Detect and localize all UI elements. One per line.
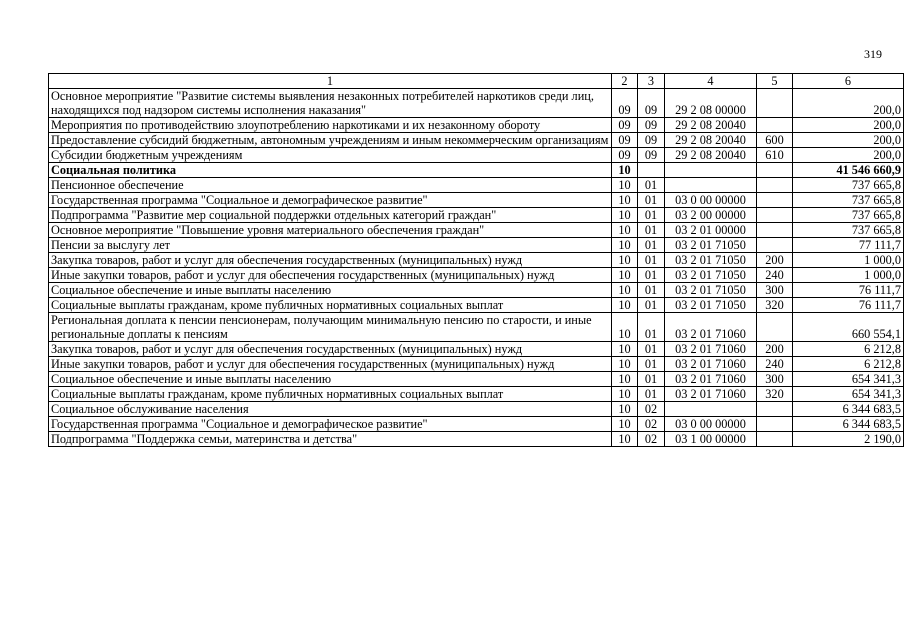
cell-expense-type: 320: [757, 387, 793, 402]
table-row: [49, 89, 904, 118]
table-row: [49, 238, 904, 253]
cell-expense-type: 300: [757, 283, 793, 298]
table-row: [49, 432, 904, 447]
cell-subsection: 01: [638, 283, 665, 298]
cell-expense-type: 240: [757, 268, 793, 283]
cell-expense-type: [757, 402, 793, 417]
cell-target-article: 03 2 01 71060: [665, 342, 757, 357]
cell-name: Основное мероприятие "Развитие системы выявления незаконных потребителей наркотиков среди лиц, находящихся под надзором системы исполнения наказания": [49, 89, 612, 118]
cell-expense-type: 200: [757, 342, 793, 357]
cell-section: 09: [612, 89, 638, 118]
header-col-5: 5: [757, 74, 793, 89]
cell-amount: 2 190,0: [793, 432, 904, 447]
cell-section: 10: [612, 342, 638, 357]
cell-subsection: 01: [638, 298, 665, 313]
page-number: 319: [864, 47, 882, 61]
table-row: [49, 357, 904, 372]
cell-name: Государственная программа "Социальное и демографическое развитие": [49, 417, 612, 432]
cell-section: 10: [612, 163, 638, 178]
cell-expense-type: [757, 178, 793, 193]
cell-target-article: 03 0 00 00000: [665, 417, 757, 432]
cell-section: 10: [612, 432, 638, 447]
cell-expense-type: 240: [757, 357, 793, 372]
table-row: [49, 372, 904, 387]
cell-target-article: 03 2 01 71050: [665, 238, 757, 253]
cell-amount: 76 111,7: [793, 298, 904, 313]
table-row: [49, 417, 904, 432]
cell-amount: 77 111,7: [793, 238, 904, 253]
cell-amount: 654 341,3: [793, 372, 904, 387]
table-row: [49, 163, 904, 178]
cell-name: Предоставление субсидий бюджетным, автономным учреждениям и иным некоммерческим организациям: [49, 133, 612, 148]
cell-subsection: [638, 163, 665, 178]
cell-subsection: 01: [638, 387, 665, 402]
cell-amount: 737 665,8: [793, 193, 904, 208]
cell-subsection: 09: [638, 118, 665, 133]
table-row: [49, 342, 904, 357]
cell-name: Социальные выплаты гражданам, кроме публичных нормативных социальных выплат: [49, 387, 612, 402]
cell-expense-type: [757, 163, 793, 178]
cell-target-article: 03 2 01 71060: [665, 313, 757, 342]
cell-subsection: 01: [638, 253, 665, 268]
cell-amount: 6 344 683,5: [793, 402, 904, 417]
cell-amount: 660 554,1: [793, 313, 904, 342]
cell-target-article: 03 2 01 71050: [665, 298, 757, 313]
cell-name: Закупка товаров, работ и услуг для обеспечения государственных (муниципальных) нужд: [49, 342, 612, 357]
table-row: [49, 387, 904, 402]
cell-section: 09: [612, 133, 638, 148]
header-col-4: 4: [665, 74, 757, 89]
cell-target-article: 03 2 00 00000: [665, 208, 757, 223]
cell-target-article: 03 2 01 71050: [665, 268, 757, 283]
cell-section: 10: [612, 357, 638, 372]
table-body: [49, 89, 904, 447]
cell-name: Закупка товаров, работ и услуг для обеспечения государственных (муниципальных) нужд: [49, 253, 612, 268]
header-col-3: 3: [638, 74, 665, 89]
cell-name: Подпрограмма "Поддержка семьи, материнства и детства": [49, 432, 612, 447]
cell-name: Подпрограмма "Развитие мер социальной поддержки отдельных категорий граждан": [49, 208, 612, 223]
cell-subsection: 01: [638, 238, 665, 253]
cell-expense-type: [757, 89, 793, 118]
cell-amount: 737 665,8: [793, 178, 904, 193]
header-col-2: 2: [612, 74, 638, 89]
cell-section: 10: [612, 208, 638, 223]
cell-name: Социальное обслуживание населения: [49, 402, 612, 417]
cell-expense-type: [757, 313, 793, 342]
cell-amount: 6 344 683,5: [793, 417, 904, 432]
cell-section: 10: [612, 372, 638, 387]
cell-name: Субсидии бюджетным учреждениям: [49, 148, 612, 163]
table-row: [49, 133, 904, 148]
cell-name: Иные закупки товаров, работ и услуг для обеспечения государственных (муниципальных) нужд: [49, 357, 612, 372]
cell-section: 10: [612, 283, 638, 298]
cell-subsection: 01: [638, 193, 665, 208]
cell-amount: 737 665,8: [793, 223, 904, 238]
table-row: [49, 118, 904, 133]
cell-name: Государственная программа "Социальное и демографическое развитие": [49, 193, 612, 208]
cell-amount: 200,0: [793, 148, 904, 163]
cell-target-article: 29 2 08 20040: [665, 118, 757, 133]
header-row: [49, 74, 904, 89]
cell-subsection: 01: [638, 313, 665, 342]
cell-target-article: [665, 178, 757, 193]
budget-table: [48, 73, 904, 447]
cell-subsection: 02: [638, 432, 665, 447]
cell-expense-type: [757, 432, 793, 447]
cell-target-article: [665, 163, 757, 178]
cell-section: 10: [612, 402, 638, 417]
cell-name: Социальное обеспечение и иные выплаты населению: [49, 372, 612, 387]
cell-subsection: 09: [638, 89, 665, 118]
table-row: [49, 148, 904, 163]
cell-target-article: [665, 402, 757, 417]
cell-expense-type: 200: [757, 253, 793, 268]
cell-section: 10: [612, 313, 638, 342]
cell-target-article: 03 2 01 71060: [665, 372, 757, 387]
cell-target-article: 03 2 01 00000: [665, 223, 757, 238]
cell-amount: 41 546 660,9: [793, 163, 904, 178]
cell-amount: 737 665,8: [793, 208, 904, 223]
cell-expense-type: 300: [757, 372, 793, 387]
cell-section: 10: [612, 268, 638, 283]
cell-section: 10: [612, 223, 638, 238]
cell-expense-type: [757, 223, 793, 238]
table-row: [49, 223, 904, 238]
cell-section: 10: [612, 253, 638, 268]
cell-subsection: 01: [638, 208, 665, 223]
cell-amount: 1 000,0: [793, 253, 904, 268]
cell-section: 10: [612, 417, 638, 432]
cell-target-article: 03 2 01 71060: [665, 357, 757, 372]
cell-section: 10: [612, 387, 638, 402]
cell-subsection: 02: [638, 417, 665, 432]
cell-name: Пенсии за выслугу лет: [49, 238, 612, 253]
cell-subsection: 01: [638, 268, 665, 283]
cell-subsection: 01: [638, 372, 665, 387]
cell-subsection: 01: [638, 357, 665, 372]
cell-amount: 654 341,3: [793, 387, 904, 402]
cell-expense-type: [757, 417, 793, 432]
cell-amount: 200,0: [793, 118, 904, 133]
cell-target-article: 29 2 08 20040: [665, 133, 757, 148]
cell-target-article: 03 1 00 00000: [665, 432, 757, 447]
cell-section: 10: [612, 193, 638, 208]
table-row: [49, 402, 904, 417]
cell-section: 10: [612, 178, 638, 193]
cell-expense-type: [757, 208, 793, 223]
cell-section: 10: [612, 238, 638, 253]
cell-name: Региональная доплата к пенсии пенсионерам, получающим минимальную пенсию по старости, и иные региональные доплаты к пенсиям: [49, 313, 612, 342]
cell-subsection: 09: [638, 133, 665, 148]
cell-expense-type: 600: [757, 133, 793, 148]
table-row: [49, 253, 904, 268]
cell-section: 10: [612, 298, 638, 313]
cell-amount: 76 111,7: [793, 283, 904, 298]
cell-name: Социальное обеспечение и иные выплаты населению: [49, 283, 612, 298]
cell-subsection: 02: [638, 402, 665, 417]
table-row: [49, 298, 904, 313]
cell-amount: 1 000,0: [793, 268, 904, 283]
cell-target-article: 03 2 01 71060: [665, 387, 757, 402]
cell-subsection: 09: [638, 148, 665, 163]
table-row: [49, 313, 904, 342]
table-row: [49, 283, 904, 298]
cell-target-article: 03 2 01 71050: [665, 283, 757, 298]
cell-name: Социальные выплаты гражданам, кроме публичных нормативных социальных выплат: [49, 298, 612, 313]
table-header: [49, 74, 904, 89]
cell-subsection: 01: [638, 223, 665, 238]
cell-expense-type: 320: [757, 298, 793, 313]
cell-name: Пенсионное обеспечение: [49, 178, 612, 193]
cell-expense-type: [757, 193, 793, 208]
cell-target-article: 29 2 08 00000: [665, 89, 757, 118]
cell-name: Мероприятия по противодействию злоупотреблению наркотиками и их незаконному обороту: [49, 118, 612, 133]
cell-section: 09: [612, 148, 638, 163]
cell-amount: 6 212,8: [793, 342, 904, 357]
cell-expense-type: [757, 238, 793, 253]
table-row: [49, 208, 904, 223]
cell-subsection: 01: [638, 178, 665, 193]
cell-expense-type: 610: [757, 148, 793, 163]
cell-amount: 200,0: [793, 89, 904, 118]
cell-subsection: 01: [638, 342, 665, 357]
cell-target-article: 03 2 01 71050: [665, 253, 757, 268]
table-row: [49, 268, 904, 283]
cell-amount: 200,0: [793, 133, 904, 148]
cell-section: 09: [612, 118, 638, 133]
header-col-1: 1: [49, 74, 612, 89]
cell-expense-type: [757, 118, 793, 133]
cell-target-article: 29 2 08 20040: [665, 148, 757, 163]
table-row: [49, 193, 904, 208]
cell-name: Основное мероприятие "Повышение уровня материального обеспечения граждан": [49, 223, 612, 238]
table-row: [49, 178, 904, 193]
cell-amount: 6 212,8: [793, 357, 904, 372]
cell-name: Иные закупки товаров, работ и услуг для обеспечения государственных (муниципальных) нужд: [49, 268, 612, 283]
cell-name: Социальная политика: [49, 163, 612, 178]
header-col-6: 6: [793, 74, 904, 89]
cell-target-article: 03 0 00 00000: [665, 193, 757, 208]
